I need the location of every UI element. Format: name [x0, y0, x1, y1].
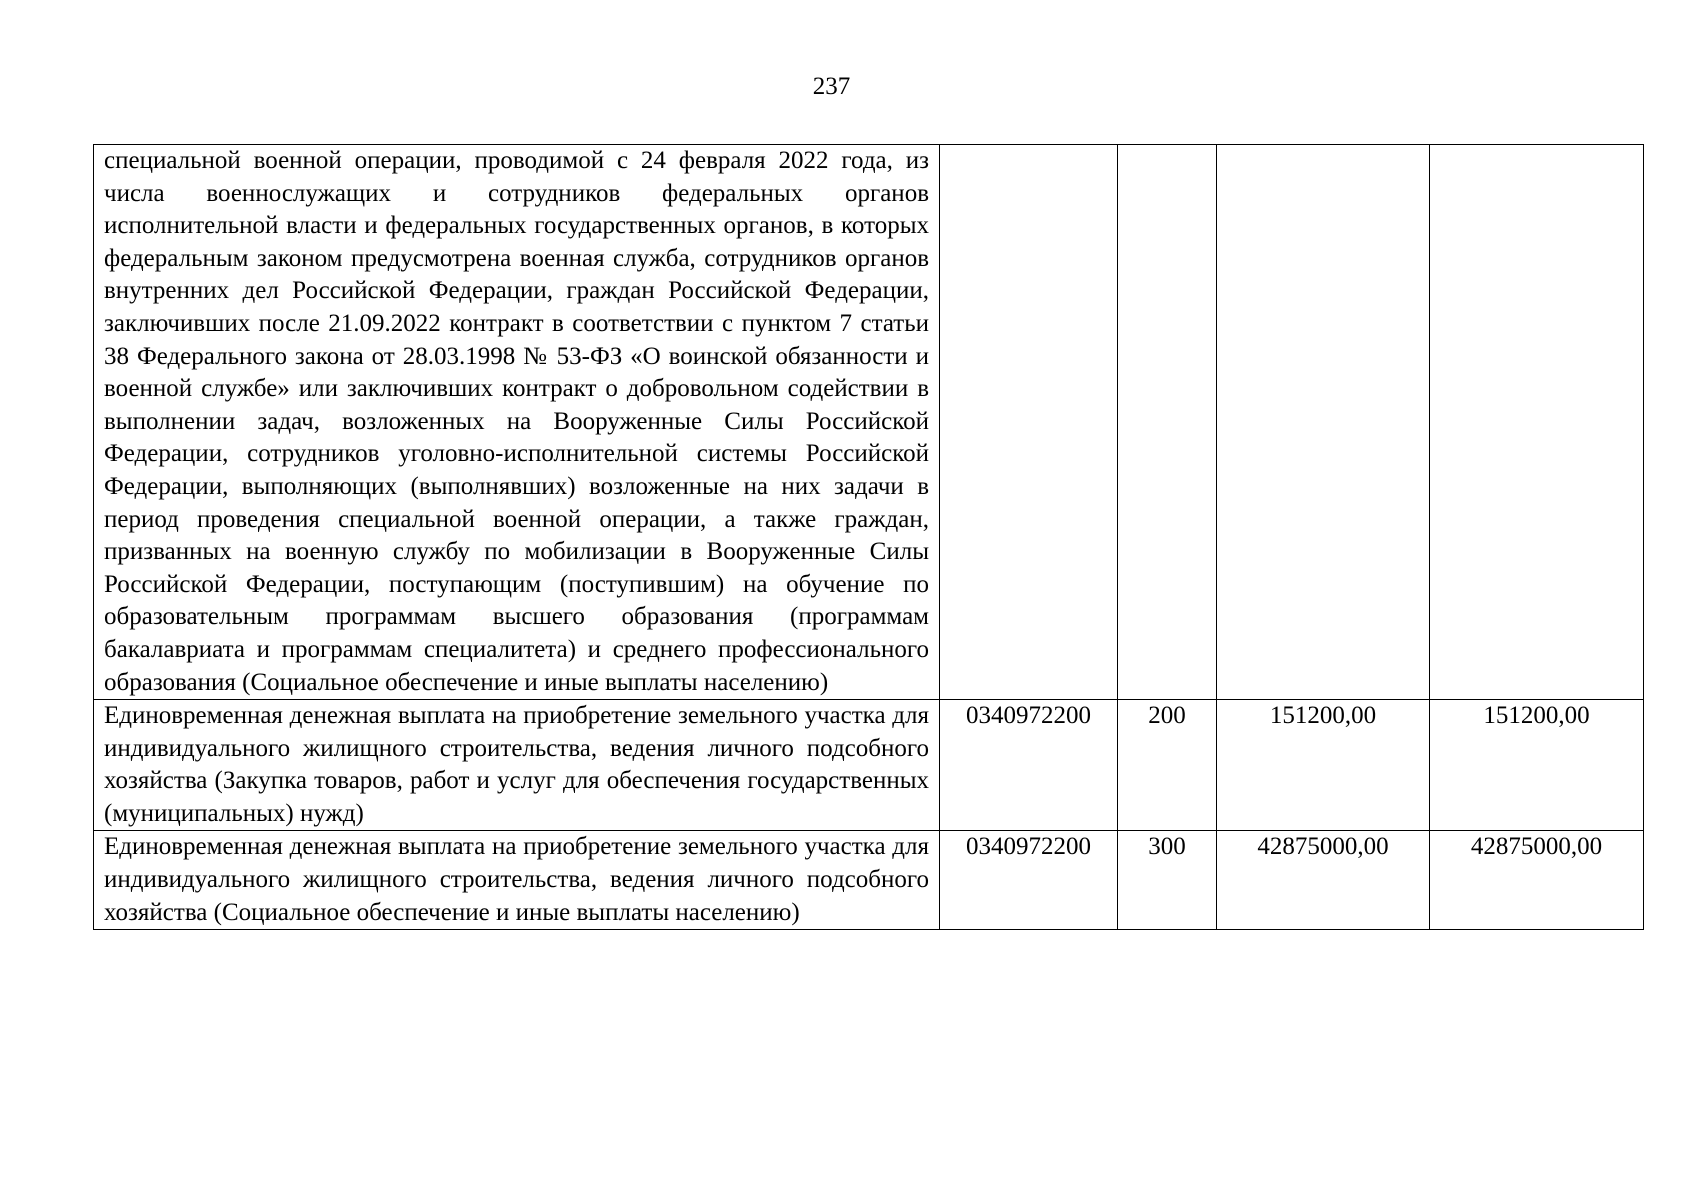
row-expense-type	[1118, 145, 1217, 700]
row-description: Единовременная денежная выплата на приобретение земельного участка для индивидуального жилищного строительства, ведения личного подсобного хозяйства (Закупка товаров, работ и услуг для обеспечения государственных (муниципальных) нужд)	[94, 700, 940, 831]
table-row	[94, 145, 1644, 700]
row-amount-1: 42875000,00	[1217, 831, 1430, 930]
row-amount-2	[1430, 145, 1644, 700]
table-row	[94, 700, 1644, 831]
table-row	[94, 831, 1644, 930]
budget-table	[93, 144, 1644, 930]
row-amount-1	[1217, 145, 1430, 700]
row-code: 0340972200	[940, 831, 1118, 930]
row-expense-type: 300	[1118, 831, 1217, 930]
row-expense-type: 200	[1118, 700, 1217, 831]
row-description: специальной военной операции, проводимой с 24 февраля 2022 года, из числа военнослужащих и сотрудников федеральных органов исполнительной власти и федеральных государственных органов, в которых федеральным законом предусмотрена военная служба, сотрудников органов внутренних дел Российской Федерации, граждан Российской Федерации, заключивших после 21.09.2022 контракт в соответствии с пунктом 7 статьи 38 Федерального закона от 28.03.1998 № 53-ФЗ «О воинской обязанности и военной службе» или заключивших контракт о добровольном содействии в выполнении задач, возложенных на Вооруженные Силы Российской Федерации, сотрудников уголовно-исполнительной системы Российской Федерации, выполняющих (выполнявших) возложенные на них задачи в период проведения специальной военной операции, а также граждан, призванных на военную службу по мобилизации в Вооруженные Силы Российской Федерации, поступающим (поступившим) на обучение по образовательным программам высшего образования (программам бакалавриата и программам специалитета) и среднего профессионального образования (Социальное обеспечение и иные выплаты населению)	[94, 145, 940, 700]
row-amount-1: 151200,00	[1217, 700, 1430, 831]
row-code	[940, 145, 1118, 700]
row-description: Единовременная денежная выплата на приобретение земельного участка для индивидуального жилищного строительства, ведения личного подсобного хозяйства (Социальное обеспечение и иные выплаты населению)	[94, 831, 940, 930]
row-amount-2: 42875000,00	[1430, 831, 1644, 930]
row-code: 0340972200	[940, 700, 1118, 831]
row-amount-2: 151200,00	[1430, 700, 1644, 831]
page-number: 237	[812, 73, 851, 100]
